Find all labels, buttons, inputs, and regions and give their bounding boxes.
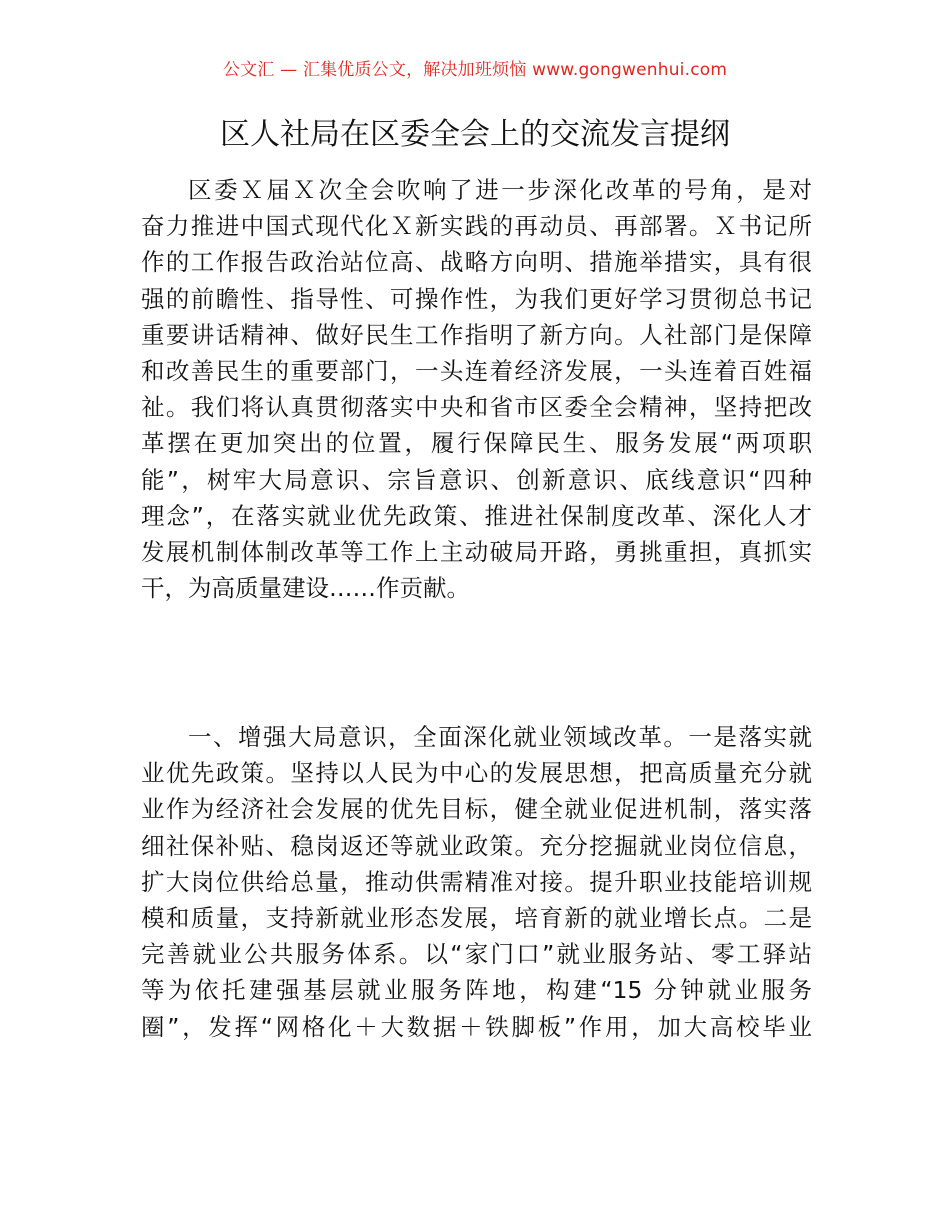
paragraph-line: 细社保补贴、稳岗返还等就业政策。充分挖掘就业岗位信息， [141,831,812,860]
paragraph-line: 奋力推进中国式现代化Ｘ新实践的再动员、再部署。Ｘ书记所 [141,212,812,241]
paragraph-line: 干，为高质量建设……作贡献。 [141,574,470,603]
paragraph-line: 一、增强大局意识，全面深化就业领域改革。一是落实就 [188,723,812,751]
paragraph-line: 作的工作报告政治站位高、战略方向明、措施举措实，具有很 [141,248,812,277]
document-title: 区人社局在区委全会上的交流发言提纲 [220,117,730,152]
paragraph-line: 模和质量，支持新就业形态发展，培育新的就业增长点。二是 [141,904,812,933]
paragraph-line: 能”，树牢大局意识、宗旨意识、创新意识、底线意识“四种 [141,465,812,494]
paragraph-line: 业作为经济社会发展的优先目标，健全就业促进机制，落实落 [141,795,812,824]
paragraph-line: 和改善民生的重要部门，一头连着经济发展，一头连着百姓福 [141,357,812,386]
header-watermark-note: 公文汇 — 汇集优质公文，解决加班烦恼 www.gongwenhui.com [222,60,728,80]
paragraph-line: 区委Ｘ届Ｘ次全会吹响了进一步深化改革的号角，是对 [188,176,812,204]
paragraph-line: 圈”，发挥“网格化＋大数据＋铁脚板”作用，加大高校毕业 [141,1012,812,1041]
paragraph-section-one [141,719,812,1045]
paragraph-line: 重要讲话精神、做好民生工作指明了新方向。人社部门是保障 [141,320,812,349]
paragraph-line: 完善就业公共服务体系。以“家门口”就业服务站、零工驿站 [141,940,812,969]
paragraph-line: 等为依托建强基层就业服务阵地，构建“15 分钟就业服务 [141,976,812,1005]
paragraph-intro [141,172,812,606]
paragraph-line: 祉。我们将认真贯彻落实中央和省市区委全会精神，坚持把改 [141,393,812,422]
paragraph-line: 扩大岗位供给总量，推动供需精准对接。提升职业技能培训规 [141,867,812,896]
paragraph-line: 理念”，在落实就业优先政策、推进社保制度改革、深化人才 [141,501,812,530]
paragraph-line: 革摆在更加突出的位置，履行保障民生、服务发展“两项职 [141,429,812,458]
paragraph-line: 发展机制体制改革等工作上主动破局开路，勇挑重担，真抓实 [141,538,812,567]
paragraph-line: 强的前瞻性、指导性、可操作性，为我们更好学习贯彻总书记 [141,284,812,313]
paragraph-line: 业优先政策。坚持以人民为中心的发展思想，把高质量充分就 [141,759,812,788]
